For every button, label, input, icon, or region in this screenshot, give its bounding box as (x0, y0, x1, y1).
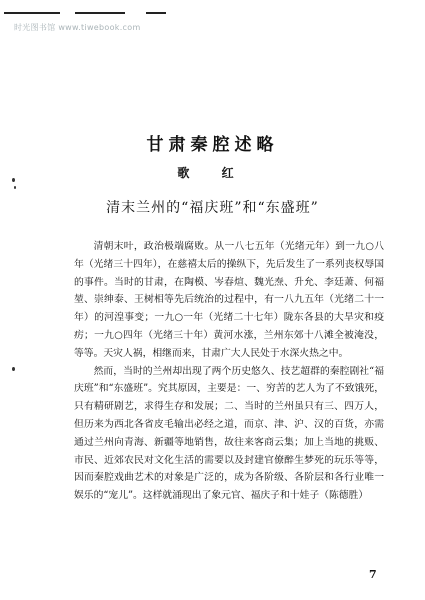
binding-speck (12, 367, 15, 371)
scan-border-line-left (4, 12, 60, 14)
scan-border-line-right (146, 12, 166, 14)
watermark: 时光图书馆 www.tiwebook.com (14, 23, 141, 32)
scan-border-line-middle (75, 12, 125, 14)
page-number: 7 (369, 568, 377, 581)
paragraph: 清朝末叶，政治极端腐败。从一八七五年（光绪元年）到一九○八年（光绪三十四年），在慈禧太后的操纵下，先后发生了一系列丧权辱国的事件。当时的甘肃，在陶模、岑春煊、魏光焘、升允、李廷萧、何福堃、崇绅泰、王树相等先后统治的过程中，有一八九五年（光绪二十一年）的河湟事变；一九○一年（光绪二十七年）陇东各县的大旱灾和疫疠；一九○四年（光绪三十年）黄河水涨，兰州东郊十八滩全被淹没，等等。天灾人祸，相继而来，甘肃广大人民处于水深火热之中。 (74, 241, 384, 359)
binding-speck (14, 186, 16, 189)
paragraph: 然而，当时的兰州却出现了两个历史悠久、技艺超群的秦腔剧社“福庆班”和“东盛班”。究其原因，主要是：一、穷苦的艺人为了不致饿死，只有精研剧艺，求得生存和发展；二、当时的兰州虽只有三、四万人，但历来为西北各省皮毛输出必经之道，而京、津、沪、汉的百货，亦需通过兰州向青海、新疆等地销售，故往来客商云集；加上当地的挑贩、市民、近郊农民对文化生活的需要以及封建官僚醉生梦死的玩乐等等，因而秦腔戏曲艺术的对象是广泛的，成为各阶级、各阶层和各行业唯一娱乐的“宠儿”。这样就涌现出了象元官、福庆子和十娃子（陈德胜） (74, 365, 384, 502)
section-heading: 清末兰州的“福庆班”和“东盛班” (106, 200, 319, 216)
article-title: 甘肃秦腔述略 (146, 135, 279, 155)
article-author: 歌 红 (177, 166, 248, 180)
article-body (74, 238, 384, 505)
